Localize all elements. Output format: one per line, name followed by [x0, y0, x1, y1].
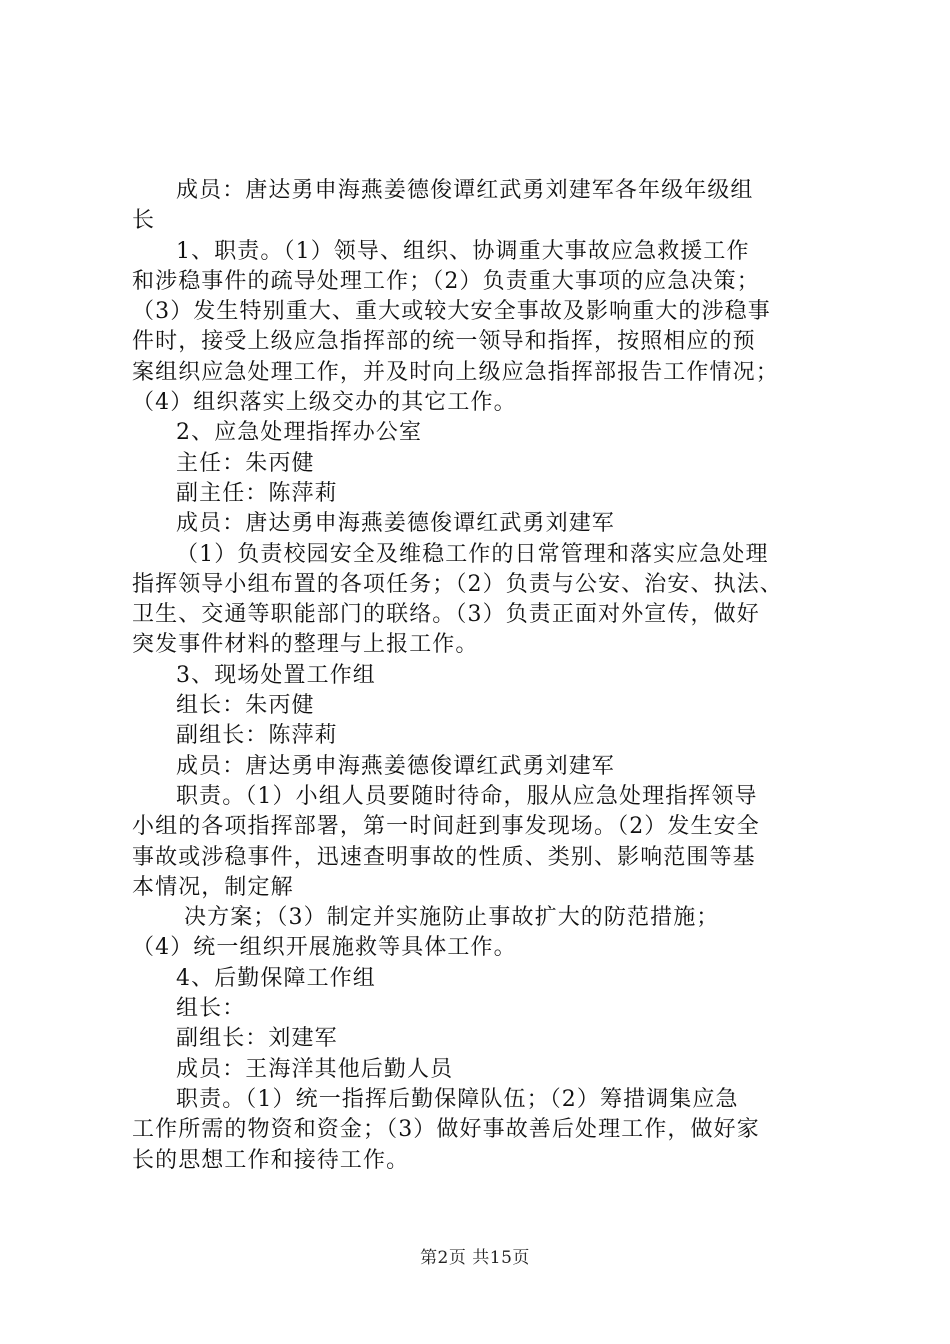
text-line: 决方案；（3）制定并实施防止事故扩大的防范措施； [184, 905, 720, 931]
text-line: 副主任：陈萍莉 [176, 480, 338, 506]
text-line: 主任：朱丙健 [176, 450, 315, 476]
text-line: 指挥领导小组布置的各项任务；（2）负责与公安、治安、执法、 [132, 571, 783, 597]
page-footer: 第2页 共15页 [420, 1248, 530, 1268]
text-line: 成员：唐达勇申海燕姜德俊谭红武勇刘建军 [176, 753, 615, 779]
text-line: （4）统一组织开展施救等具体工作。 [132, 935, 517, 961]
text-line: （1）负责校园安全及维稳工作的日常管理和落实应急处理 [176, 541, 769, 567]
text-line: 1、职责。（1）领导、组织、协调重大事故应急救援工作 [176, 238, 750, 264]
text-line: 本情况，制定解 [132, 874, 294, 900]
text-line: 组长：朱丙健 [176, 693, 315, 719]
text-line: 长的思想工作和接待工作。 [132, 1147, 410, 1173]
text-line: 件时，接受上级应急指挥部的统一领导和指挥，按照相应的预 [132, 329, 756, 355]
text-line: 副组长：刘建军 [176, 1026, 338, 1052]
text-line: 小组的各项指挥部署，第一时间赶到事发现场。（2）发生安全 [132, 814, 760, 840]
text-line: 和涉稳事件的疏导处理工作；（2）负责重大事项的应急决策； [132, 268, 760, 294]
text-line: 案组织应急处理工作，并及时向上级应急指挥部报告工作情况； [132, 359, 779, 385]
text-line: 卫生、交通等职能部门的联络。（3）负责正面对外宣传，做好 [132, 602, 760, 628]
text-line: 长 [132, 208, 156, 234]
section-heading: 3、现场处置工作组 [176, 662, 376, 688]
section-heading: 4、后勤保障工作组 [176, 965, 376, 991]
text-line: 成员：王海洋其他后勤人员 [176, 1056, 454, 1082]
document-body [132, 176, 832, 1176]
text-line: （4）组织落实上级交办的其它工作。 [132, 390, 517, 416]
text-line: 成员：唐达勇申海燕姜德俊谭红武勇刘建军各年级年级组 [176, 178, 754, 203]
text-line: 事故或涉稳事件，迅速查明事故的性质、类别、影响范围等基 [132, 844, 756, 870]
text-line: 副组长：陈萍莉 [176, 723, 338, 749]
text-line: 工作所需的物资和资金；（3）做好事故善后处理工作，做好家 [132, 1117, 760, 1143]
text-line: （3）发生特别重大、重大或较大安全事故及影响重大的涉稳事 [132, 299, 771, 325]
text-line: 成员：唐达勇申海燕姜德俊谭红武勇刘建军 [176, 511, 615, 537]
text-line: 职责。（1）统一指挥后勤保障队伍；（2）筹措调集应急 [176, 1086, 739, 1112]
text-line: 组长： [176, 996, 246, 1022]
text-line: 职责。（1）小组人员要随时待命，服从应急处理指挥领导 [176, 783, 758, 809]
text-line: 突发事件材料的整理与上报工作。 [132, 632, 479, 658]
section-heading: 2、应急处理指挥办公室 [176, 420, 423, 446]
